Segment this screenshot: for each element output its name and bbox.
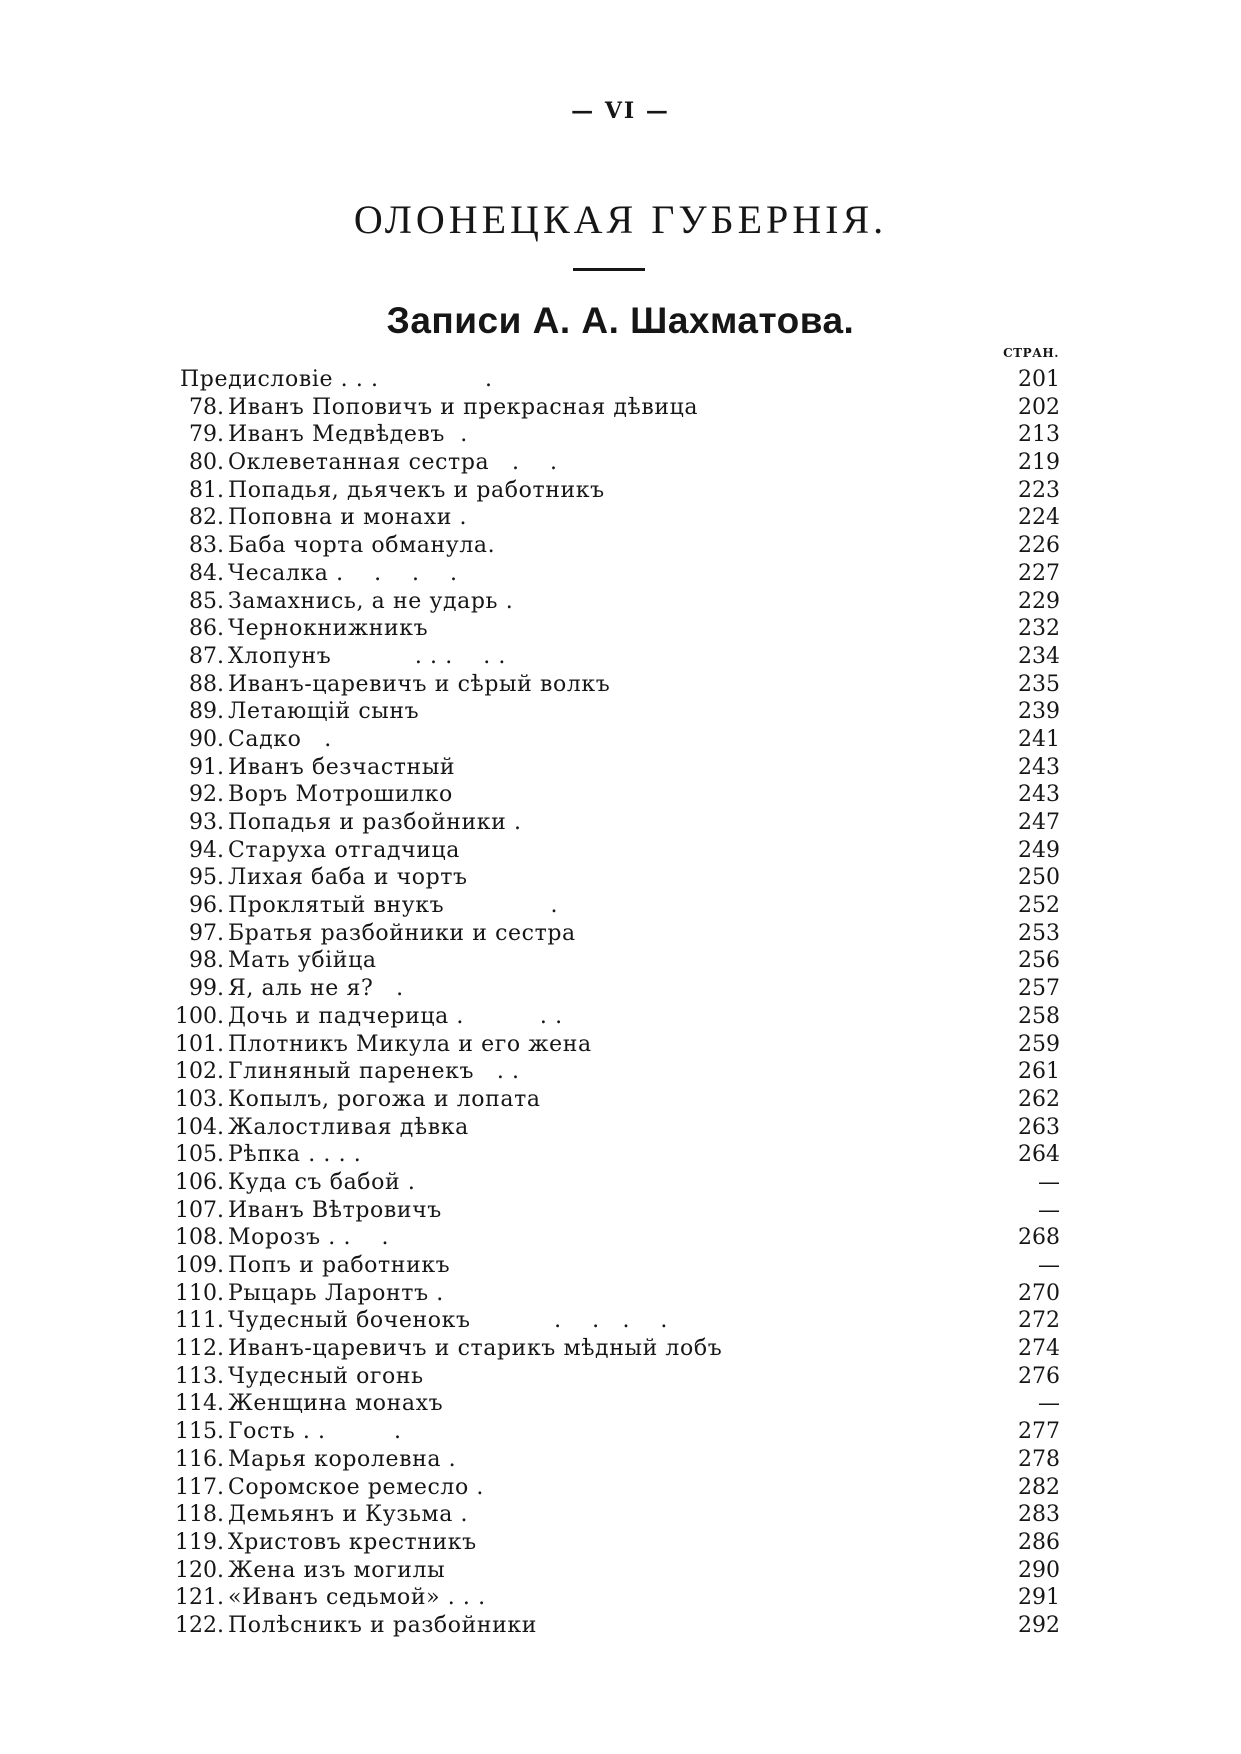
toc-entry-page: 272: [1018, 1308, 1060, 1334]
toc-entry-title: Иванъ-царевичъ и сѣрый волкъ: [228, 671, 611, 697]
toc-entry-page: 282: [1018, 1474, 1060, 1500]
toc-entry-title: Иванъ-царевичъ и старикъ мѣдный лобъ: [228, 1336, 723, 1362]
toc-entry-title: Демьянъ и Кузьма .: [228, 1502, 469, 1528]
toc-entry-number: 91.: [189, 754, 224, 780]
toc-entry-row: [162, 947, 1066, 975]
toc-entry-title: Хлопунъ . . . . .: [228, 643, 506, 669]
toc-entry-number: 82.: [189, 505, 224, 531]
toc-entry-title: Куда съ бабой .: [228, 1169, 416, 1195]
toc-entry-page: 229: [1018, 588, 1060, 614]
toc-entry-row: [162, 1307, 1066, 1335]
toc-entry-row: [162, 1141, 1066, 1169]
toc-entry-page: —: [1038, 1197, 1060, 1223]
toc-entry-number: 100.: [175, 1003, 224, 1029]
toc-entry-title: Садко .: [228, 726, 332, 752]
toc-entry-row: [162, 1197, 1066, 1225]
toc-entry-number: 115.: [175, 1419, 224, 1445]
toc-entry-number: 83.: [189, 533, 224, 559]
page-column-label: СТРАН.: [1003, 346, 1059, 360]
toc-entry-title: Чесалка . . . .: [228, 560, 458, 586]
section-subtitle: Записи А. А. Шахматова.: [386, 300, 855, 341]
toc-entry-row: [162, 809, 1066, 837]
toc-entry-page: 258: [1018, 1003, 1060, 1029]
toc-entry-number: 116.: [175, 1446, 224, 1472]
toc-entry-number: 92.: [189, 782, 224, 808]
toc-preface-row: [162, 366, 1066, 394]
toc-entry-number: 84.: [189, 560, 224, 586]
toc-entry-title: Полѣсникъ и разбойники: [228, 1612, 538, 1638]
toc-entry-title: Мать убійца: [228, 948, 377, 974]
toc-entry-row: [162, 1584, 1066, 1612]
toc-entry-number: 120.: [175, 1557, 224, 1583]
toc-entry-title: Христовъ крестникъ: [228, 1529, 477, 1555]
page-title: ОЛОНЕЦКАЯ ГУБЕРНІЯ.: [353, 197, 888, 242]
toc-entry-number: 111.: [175, 1308, 224, 1334]
toc-entry-page: 241: [1018, 726, 1060, 752]
toc-entry-title: Жалостливая дѣвка: [228, 1114, 469, 1140]
toc-entry-title: Глиняный паренекъ . .: [228, 1059, 520, 1085]
toc-entry-title: Иванъ безчастный: [228, 754, 456, 780]
toc-entry-number: 109.: [175, 1253, 224, 1278]
toc-entry-number: 122.: [175, 1612, 224, 1638]
toc-entry-title: Воръ Мотрошилко: [228, 782, 453, 808]
toc-entry-number: 87.: [189, 643, 224, 669]
toc-entry-row: [162, 1003, 1066, 1031]
toc-entry-page: 253: [1018, 920, 1060, 946]
toc-entry-row: [162, 1474, 1066, 1502]
toc-entry-page: 263: [1018, 1114, 1060, 1140]
toc-entry-page: 262: [1018, 1086, 1060, 1112]
toc-entry-row: [162, 781, 1066, 809]
toc-entry-title: Рыцарь Ларонтъ .: [228, 1280, 444, 1306]
toc-entry-page: —: [1038, 1391, 1060, 1417]
toc-entry-page: 239: [1018, 699, 1060, 725]
toc-entry-row: [162, 864, 1066, 892]
toc-entry-number: 78.: [189, 394, 224, 420]
toc-entry-number: 97.: [189, 920, 224, 946]
toc-entry-title: Чернокнижникъ: [228, 616, 429, 642]
toc-entry-row: [162, 1612, 1066, 1640]
toc-entry-row: [162, 615, 1066, 643]
toc-entry-number: 95.: [189, 865, 224, 891]
toc-entry-row: [162, 449, 1066, 477]
toc-entry-row: [162, 1114, 1066, 1142]
toc-entry-page: 219: [1018, 450, 1060, 476]
toc-entry-row: [162, 1224, 1066, 1252]
toc-entry-row: [162, 892, 1066, 920]
toc-entry-row: [162, 1390, 1066, 1418]
toc-entry-page: 223: [1018, 477, 1060, 503]
toc-entry-page: 252: [1018, 893, 1060, 919]
toc-entry-number: 106.: [175, 1169, 224, 1195]
toc-entry-number: 104.: [175, 1114, 224, 1140]
toc-entry-number: 81.: [189, 477, 224, 503]
toc-entry-number: 99.: [189, 976, 224, 1002]
toc-entry-page: 234: [1018, 643, 1060, 669]
toc-entry-row: [162, 726, 1066, 754]
toc-entry-number: 103.: [175, 1086, 224, 1112]
toc-entry-number: 79.: [189, 422, 224, 448]
toc-entry-row: [162, 1446, 1066, 1474]
toc-entry-number: 118.: [175, 1502, 224, 1528]
toc-entry-title: Поповна и монахи .: [228, 505, 468, 531]
toc-entry-title: Замахнись, а не ударь .: [228, 588, 514, 614]
toc-entry-row: [162, 1529, 1066, 1557]
toc-entry-page: 235: [1018, 671, 1060, 697]
toc-entry-number: 90.: [189, 726, 224, 752]
toc-entry-row: [162, 477, 1066, 505]
toc-entry-page: 268: [1018, 1225, 1060, 1251]
toc-entry-title: Летающій сынъ: [228, 699, 420, 725]
title-divider: [573, 268, 645, 271]
toc-preface-title: Предисловіе . . . .: [180, 367, 493, 392]
toc-entry-page: 226: [1018, 533, 1060, 559]
toc-entry-title: «Иванъ седьмой» . . .: [228, 1585, 486, 1611]
toc-entry-number: 114.: [175, 1391, 224, 1417]
toc-preface-page: 201: [1018, 367, 1060, 392]
toc-entry-row: [162, 588, 1066, 616]
toc-entry-number: 89.: [189, 699, 224, 725]
toc-entry-number: 102.: [175, 1059, 224, 1085]
toc-entry-number: 96.: [189, 893, 224, 919]
toc-entry-row: [162, 532, 1066, 560]
toc-entry-page: 274: [1018, 1336, 1060, 1362]
table-of-contents: [162, 366, 1066, 1640]
toc-entry-title: Гость . . .: [228, 1419, 402, 1445]
toc-entry-page: 277: [1018, 1419, 1060, 1445]
toc-entry-row: [162, 754, 1066, 782]
toc-entry-number: 112.: [175, 1336, 224, 1362]
toc-entry-title: Чудесный огонь: [228, 1363, 424, 1389]
toc-entry-title: Морозъ . . .: [228, 1225, 390, 1251]
toc-entry-number: 121.: [175, 1585, 224, 1611]
toc-entry-page: 259: [1018, 1031, 1060, 1057]
toc-entry-title: Рѣпка . . . .: [228, 1142, 362, 1168]
toc-entry-row: [162, 671, 1066, 699]
toc-entry-title: Оклеветанная сестра . .: [228, 450, 558, 476]
toc-entry-page: —: [1038, 1169, 1060, 1195]
toc-entry-title: Баба чорта обманула.: [228, 533, 496, 559]
toc-entry-page: 290: [1018, 1557, 1060, 1583]
toc-entry-title: Копылъ, рогожа и лопата: [228, 1086, 541, 1112]
toc-entry-row: [162, 421, 1066, 449]
toc-entry-row: [162, 1363, 1066, 1391]
toc-entry-page: 243: [1018, 754, 1060, 780]
toc-entry-row: [162, 837, 1066, 865]
toc-entry-row: [162, 698, 1066, 726]
toc-entry-row: [162, 504, 1066, 532]
toc-entry-page: 270: [1018, 1280, 1060, 1306]
toc-entry-number: 113.: [175, 1363, 224, 1389]
toc-entry-title: Старуха отгадчица: [228, 837, 460, 863]
toc-entry-page: 250: [1018, 865, 1060, 891]
toc-entry-row: [162, 560, 1066, 588]
toc-entry-number: 101.: [175, 1031, 224, 1057]
toc-entry-page: 292: [1018, 1612, 1060, 1638]
toc-entry-row: [162, 1335, 1066, 1363]
page-folio: — VI —: [571, 98, 670, 124]
toc-entry-number: 86.: [189, 616, 224, 642]
toc-entry-title: Я, аль не я? .: [228, 976, 404, 1002]
toc-entry-page: 276: [1018, 1363, 1060, 1389]
toc-entry-row: [162, 1252, 1066, 1280]
toc-entry-page: 283: [1018, 1502, 1060, 1528]
toc-entry-number: 80.: [189, 450, 224, 476]
toc-entry-page: 243: [1018, 782, 1060, 808]
toc-entry-row: [162, 1280, 1066, 1308]
toc-entry-title: Чудесный боченокъ . . . .: [228, 1308, 668, 1334]
toc-entry-number: 119.: [175, 1529, 224, 1555]
toc-entry-title: Женщина монахъ: [228, 1391, 444, 1417]
toc-entry-title: Попъ и работникъ: [228, 1253, 451, 1278]
toc-entry-number: 108.: [175, 1225, 224, 1251]
toc-entry-title: Попадья, дьячекъ и работникъ: [228, 477, 605, 503]
toc-entry-page: 202: [1018, 394, 1060, 420]
toc-entry-title: Братья разбойники и сестра: [228, 920, 576, 946]
toc-entry-page: 247: [1018, 810, 1060, 835]
toc-entry-title: Иванъ Медвѣдевъ .: [228, 422, 468, 448]
toc-entry-page: 278: [1018, 1446, 1060, 1472]
toc-entry-row: [162, 1031, 1066, 1059]
toc-entry-row: [162, 1058, 1066, 1086]
toc-entry-number: 107.: [175, 1197, 224, 1223]
toc-entry-row: [162, 920, 1066, 948]
toc-entry-row: [162, 394, 1066, 422]
toc-entry-title: Плотникъ Микула и его жена: [228, 1031, 592, 1057]
toc-entry-page: 264: [1018, 1142, 1060, 1168]
toc-entry-page: 213: [1018, 422, 1060, 448]
toc-entry-page: 257: [1018, 976, 1060, 1002]
toc-entry-title: Лихая баба и чортъ: [228, 865, 468, 891]
toc-entry-page: 249: [1018, 837, 1060, 863]
toc-entry-page: 256: [1018, 948, 1060, 974]
toc-entry-row: [162, 975, 1066, 1003]
toc-entry-number: 94.: [189, 837, 224, 863]
toc-entry-number: 117.: [175, 1474, 224, 1500]
toc-entry-title: Соромское ремесло .: [228, 1474, 485, 1500]
toc-entry-title: Иванъ Вѣтровичъ: [228, 1197, 442, 1223]
toc-entry-row: [162, 643, 1066, 671]
toc-entry-page: —: [1038, 1253, 1060, 1278]
toc-entry-row: [162, 1557, 1066, 1585]
toc-entry-page: 286: [1018, 1529, 1060, 1555]
toc-entry-number: 88.: [189, 671, 224, 697]
toc-entry-number: 85.: [189, 588, 224, 614]
toc-entry-number: 110.: [175, 1280, 224, 1306]
toc-entry-title: Попадья и разбойники .: [228, 810, 522, 835]
toc-entry-title: Иванъ Поповичъ и прекрасная дѣвица: [228, 394, 699, 420]
toc-entry-title: Дочь и падчерица . . .: [228, 1003, 563, 1029]
toc-entry-title: Марья королевна .: [228, 1446, 457, 1472]
toc-entry-row: [162, 1169, 1066, 1197]
toc-entry-title: Жена изъ могилы: [228, 1557, 446, 1583]
toc-entry-page: 227: [1018, 560, 1060, 586]
toc-entry-page: 261: [1018, 1059, 1060, 1085]
toc-entry-row: [162, 1086, 1066, 1114]
toc-entry-title: Проклятый внукъ .: [228, 893, 559, 919]
toc-entry-number: 93.: [189, 810, 224, 835]
toc-entry-page: 291: [1018, 1585, 1060, 1611]
toc-entry-number: 105.: [175, 1142, 224, 1168]
toc-entry-page: 232: [1018, 616, 1060, 642]
toc-entry-row: [162, 1501, 1066, 1529]
toc-entry-row: [162, 1418, 1066, 1446]
toc-entry-number: 98.: [189, 948, 224, 974]
toc-entry-page: 224: [1018, 505, 1060, 531]
